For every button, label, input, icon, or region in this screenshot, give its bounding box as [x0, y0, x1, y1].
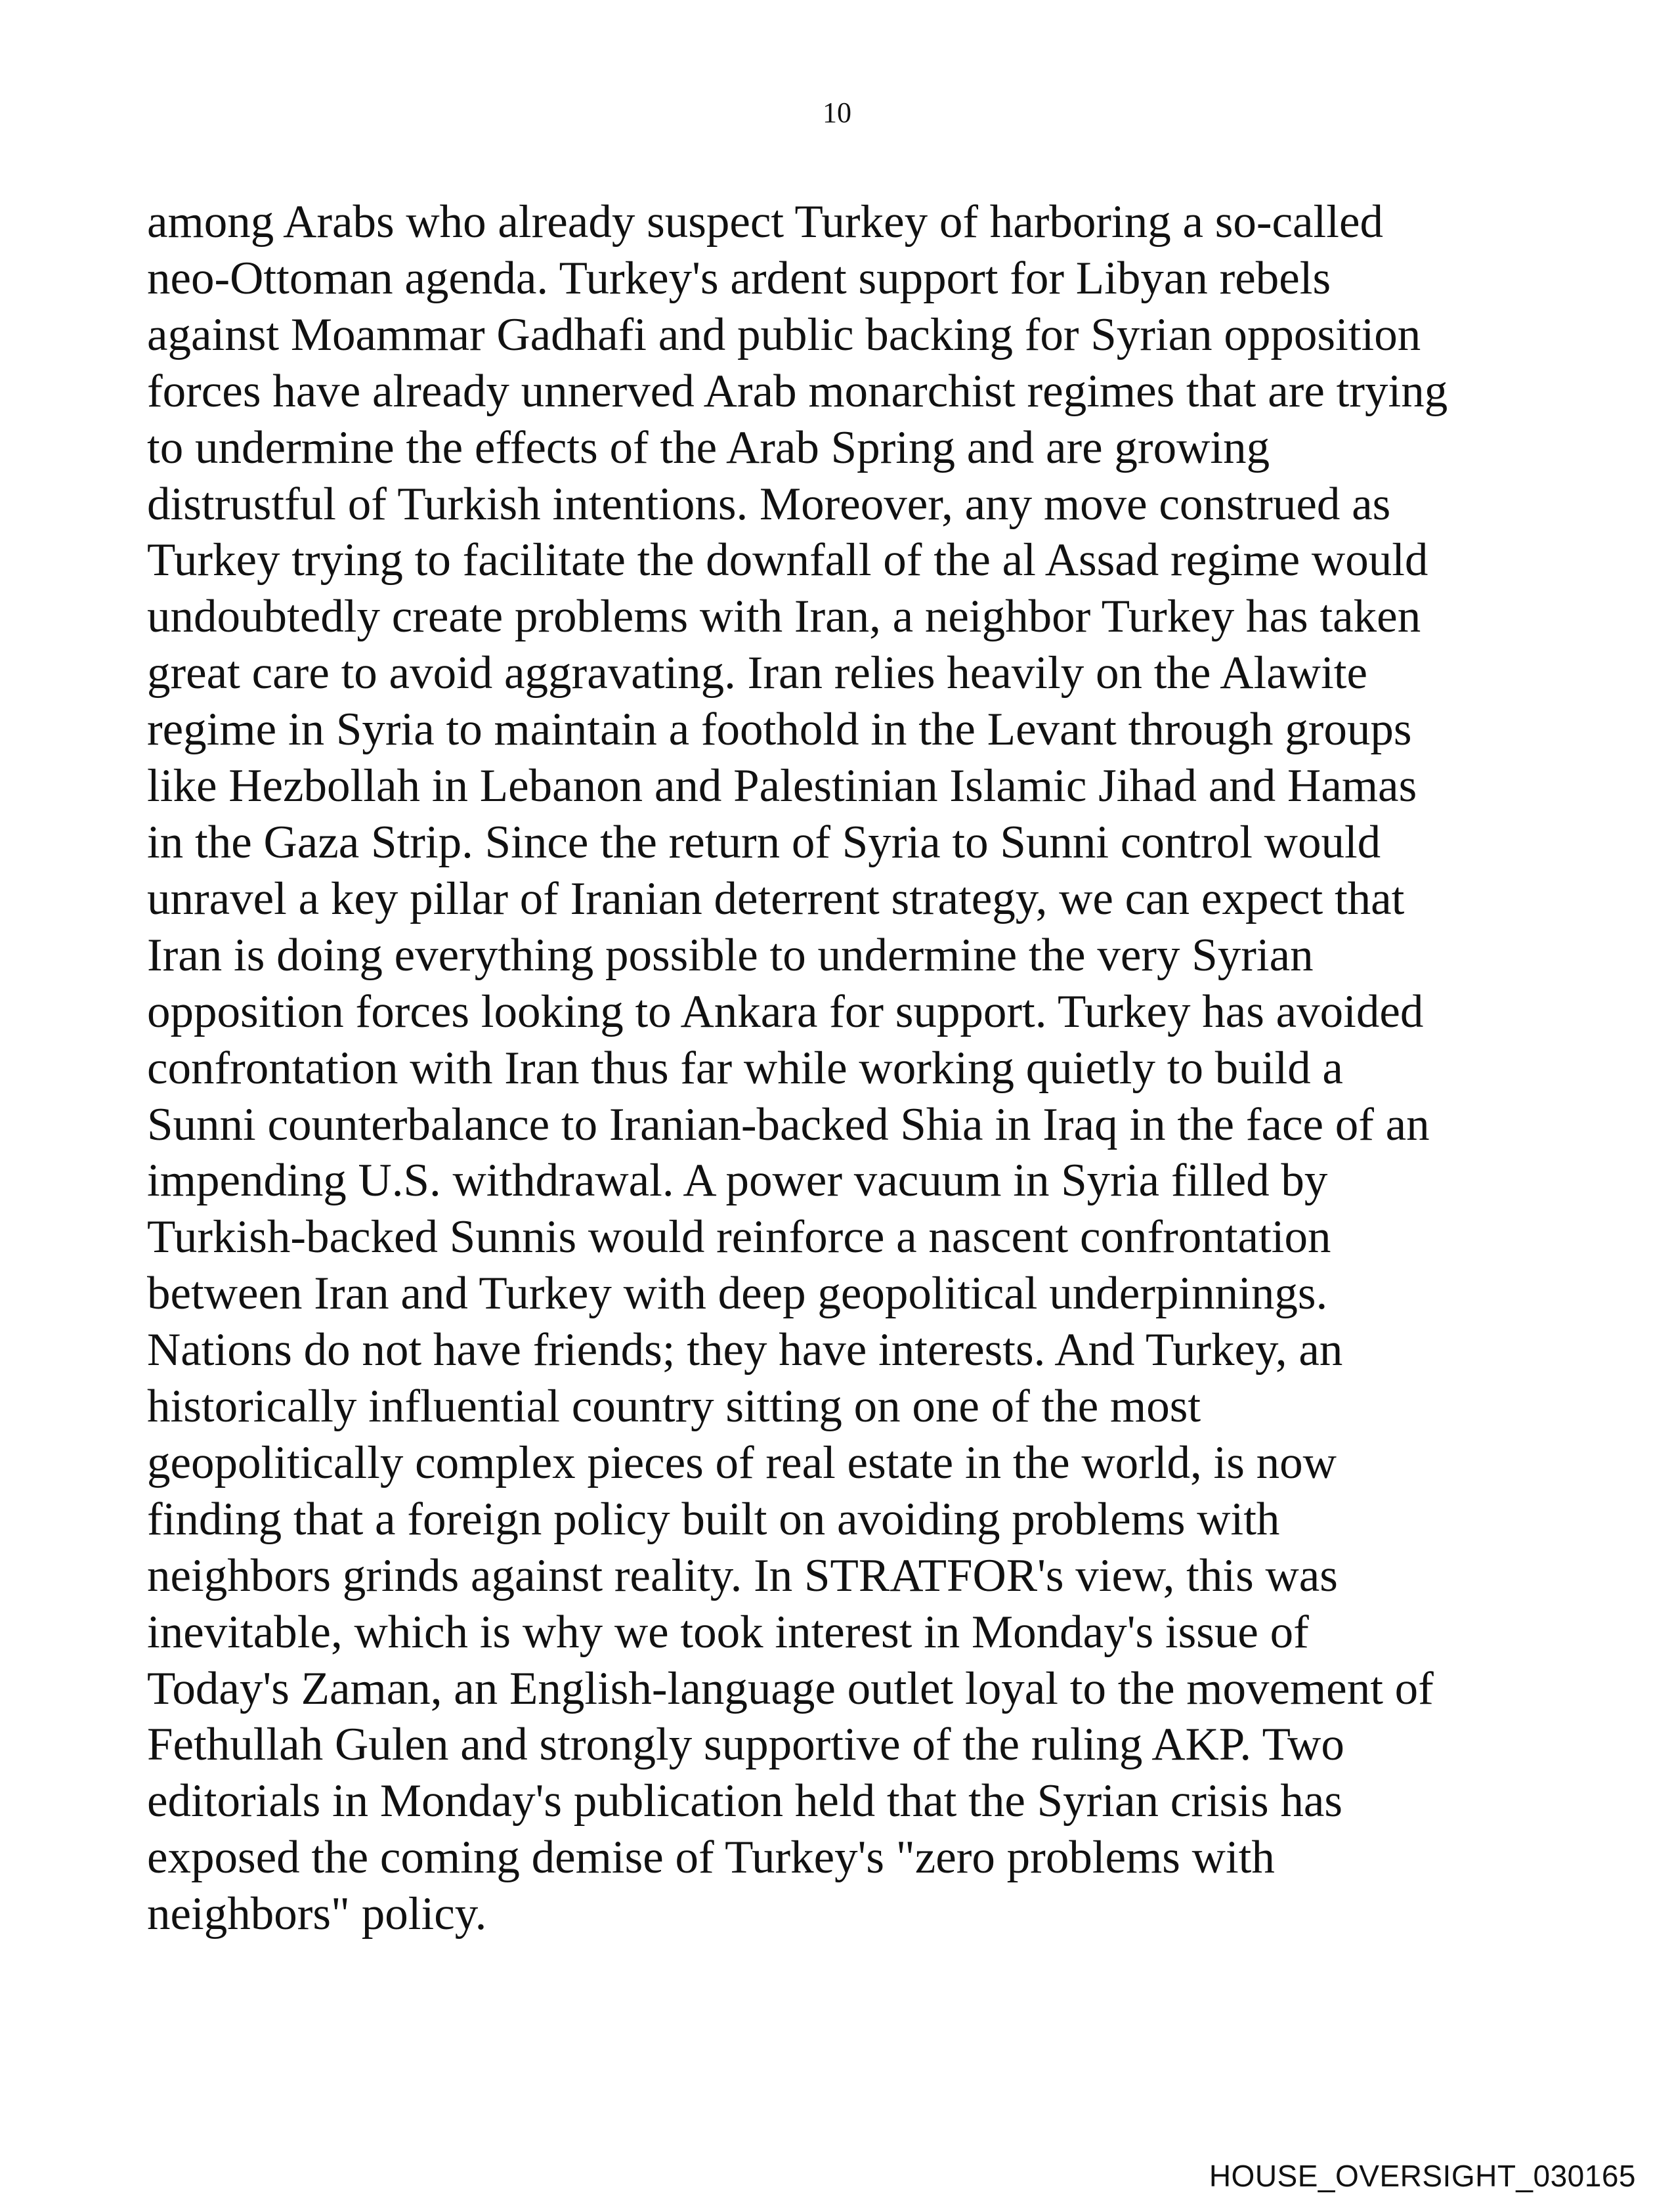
text-line: historically influential country sitting on one of the most	[147, 1381, 1201, 1433]
text-line: opposition forces looking to Ankara for support. Turkey has avoided	[147, 986, 1424, 1037]
text-line: Turkey trying to facilitate the downfall of the al Assad regime would	[147, 534, 1428, 586]
body-paragraph	[147, 194, 1558, 1943]
text-line: exposed the coming demise of Turkey's "zero problems with	[147, 1832, 1275, 1884]
page-number: 10	[823, 97, 851, 129]
text-line: undoubtedly create problems with Iran, a neighbor Turkey has taken	[147, 591, 1421, 643]
text-line: regime in Syria to maintain a foothold in the Levant through groups	[147, 704, 1412, 756]
text-line: Sunni counterbalance to Iranian-backed Shia in Iraq in the face of an	[147, 1098, 1430, 1150]
text-line: Iran is doing everything possible to undermine the very Syrian	[147, 929, 1314, 981]
bates-stamp: HOUSE_OVERSIGHT_030165	[1209, 2159, 1636, 2193]
text-line: between Iran and Turkey with deep geopolitical underpinnings.	[147, 1268, 1328, 1320]
text-line: finding that a foreign policy built on avoiding problems with	[147, 1493, 1280, 1545]
text-line: in the Gaza Strip. Since the return of Syria to Sunni control would	[147, 816, 1381, 868]
text-line: editorials in Monday's publication held that the Syrian crisis has	[147, 1775, 1343, 1827]
text-line: neighbors" policy.	[147, 1888, 487, 1940]
text-line: confrontation with Iran thus far while working quietly to build a	[147, 1042, 1343, 1094]
text-line: neighbors grinds against reality. In STRATFOR's view, this was	[147, 1550, 1338, 1601]
text-line: neo-Ottoman agenda. Turkey's ardent support for Libyan rebels	[147, 252, 1331, 304]
text-line: to undermine the effects of the Arab Spring and are growing	[147, 422, 1270, 473]
text-line: among Arabs who already suspect Turkey of harboring a so-called	[147, 196, 1384, 248]
text-line: geopolitically complex pieces of real estate in the world, is now	[147, 1437, 1337, 1488]
text-line: impending U.S. withdrawal. A power vacuum in Syria filled by	[147, 1155, 1328, 1207]
text-line: inevitable, which is why we took interest in Monday's issue of	[147, 1606, 1309, 1658]
text-line: Fethullah Gulen and strongly supportive of the ruling AKP. Two	[147, 1719, 1344, 1771]
text-line: like Hezbollah in Lebanon and Palestinian Islamic Jihad and Hamas	[147, 760, 1417, 812]
text-line: against Moammar Gadhafi and public backing for Syrian opposition	[147, 309, 1421, 360]
text-line: Turkish-backed Sunnis would reinforce a nascent confrontation	[147, 1211, 1331, 1263]
text-line: forces have already unnerved Arab monarchist regimes that are trying	[147, 365, 1448, 417]
text-line: Nations do not have friends; they have interests. And Turkey, an	[147, 1324, 1343, 1376]
text-line: great care to avoid aggravating. Iran relies heavily on the Alawite	[147, 647, 1368, 699]
text-line: unravel a key pillar of Iranian deterrent strategy, we can expect that	[147, 873, 1405, 924]
text-line: distrustful of Turkish intentions. Moreover, any move construed as	[147, 478, 1391, 530]
text-line: Today's Zaman, an English-language outlet loyal to the movement of	[147, 1662, 1434, 1714]
